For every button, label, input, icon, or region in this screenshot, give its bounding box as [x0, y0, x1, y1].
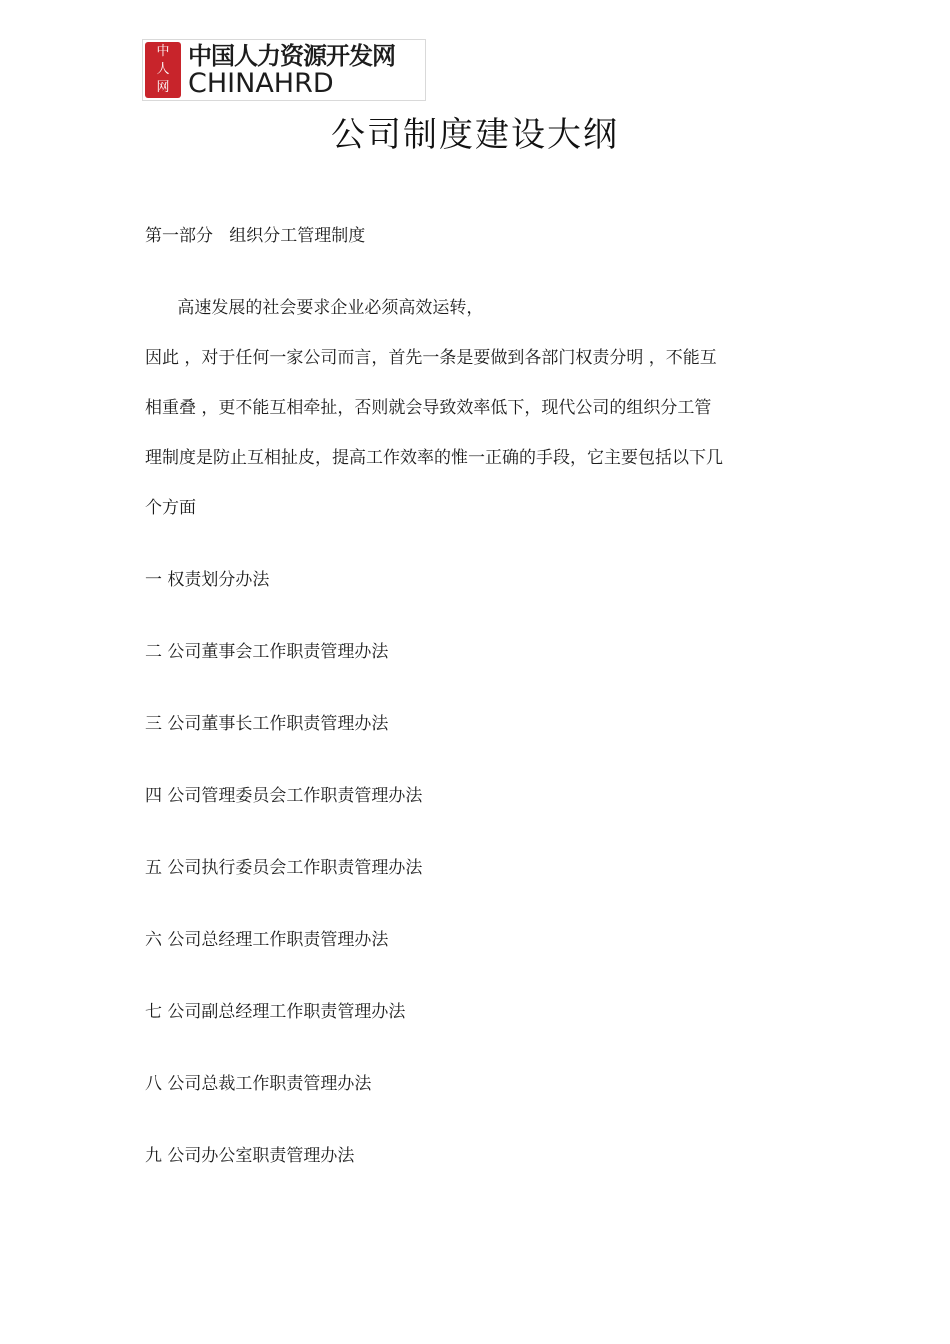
list-item: 七 公司副总经理工作职责管理办法: [145, 1002, 406, 1022]
list-item: 八 公司总裁工作职责管理办法: [145, 1074, 372, 1094]
logo-name-cn: 中国人力资源开发网: [188, 42, 395, 70]
logo-name-en: CHINAHRD: [188, 68, 334, 99]
list-item: 一 权责划分办法: [145, 570, 270, 590]
list-item: 九 公司办公室职责管理办法: [145, 1146, 355, 1166]
list-item: 二 公司董事会工作职责管理办法: [145, 642, 389, 662]
list-item: 六 公司总经理工作职责管理办法: [145, 930, 389, 950]
logo-emblem-char: 人: [156, 62, 170, 77]
logo-emblem-char: 网: [156, 80, 170, 95]
list-item: 五 公司执行委员会工作职责管理办法: [145, 858, 423, 878]
list-item: 四 公司管理委员会工作职责管理办法: [145, 786, 423, 806]
intro-line: 因此 ，对于任何一家公司而言，首先一条是要做到各部门权责分明 ，不能互: [145, 348, 717, 368]
logo-emblem: [145, 42, 181, 98]
intro-line: 相重叠 ，更不能互相牵扯，否则就会导致效率低下，现代公司的组织分工管: [145, 398, 712, 418]
list-item: 三 公司董事长工作职责管理办法: [145, 714, 389, 734]
intro-line: 高速发展的社会要求企业必须高效运转，: [145, 298, 484, 318]
intro-line: 个方面: [145, 498, 196, 518]
document-title: 公司制度建设大纲: [331, 115, 619, 155]
site-logo: [142, 39, 426, 101]
section-heading: 第一部分 组织分工管理制度: [145, 226, 366, 246]
logo-emblem-char: 中: [156, 44, 170, 59]
intro-line: 理制度是防止互相扯皮，提高工作效率的惟一正确的手段，它主要包括以下几: [145, 448, 723, 468]
